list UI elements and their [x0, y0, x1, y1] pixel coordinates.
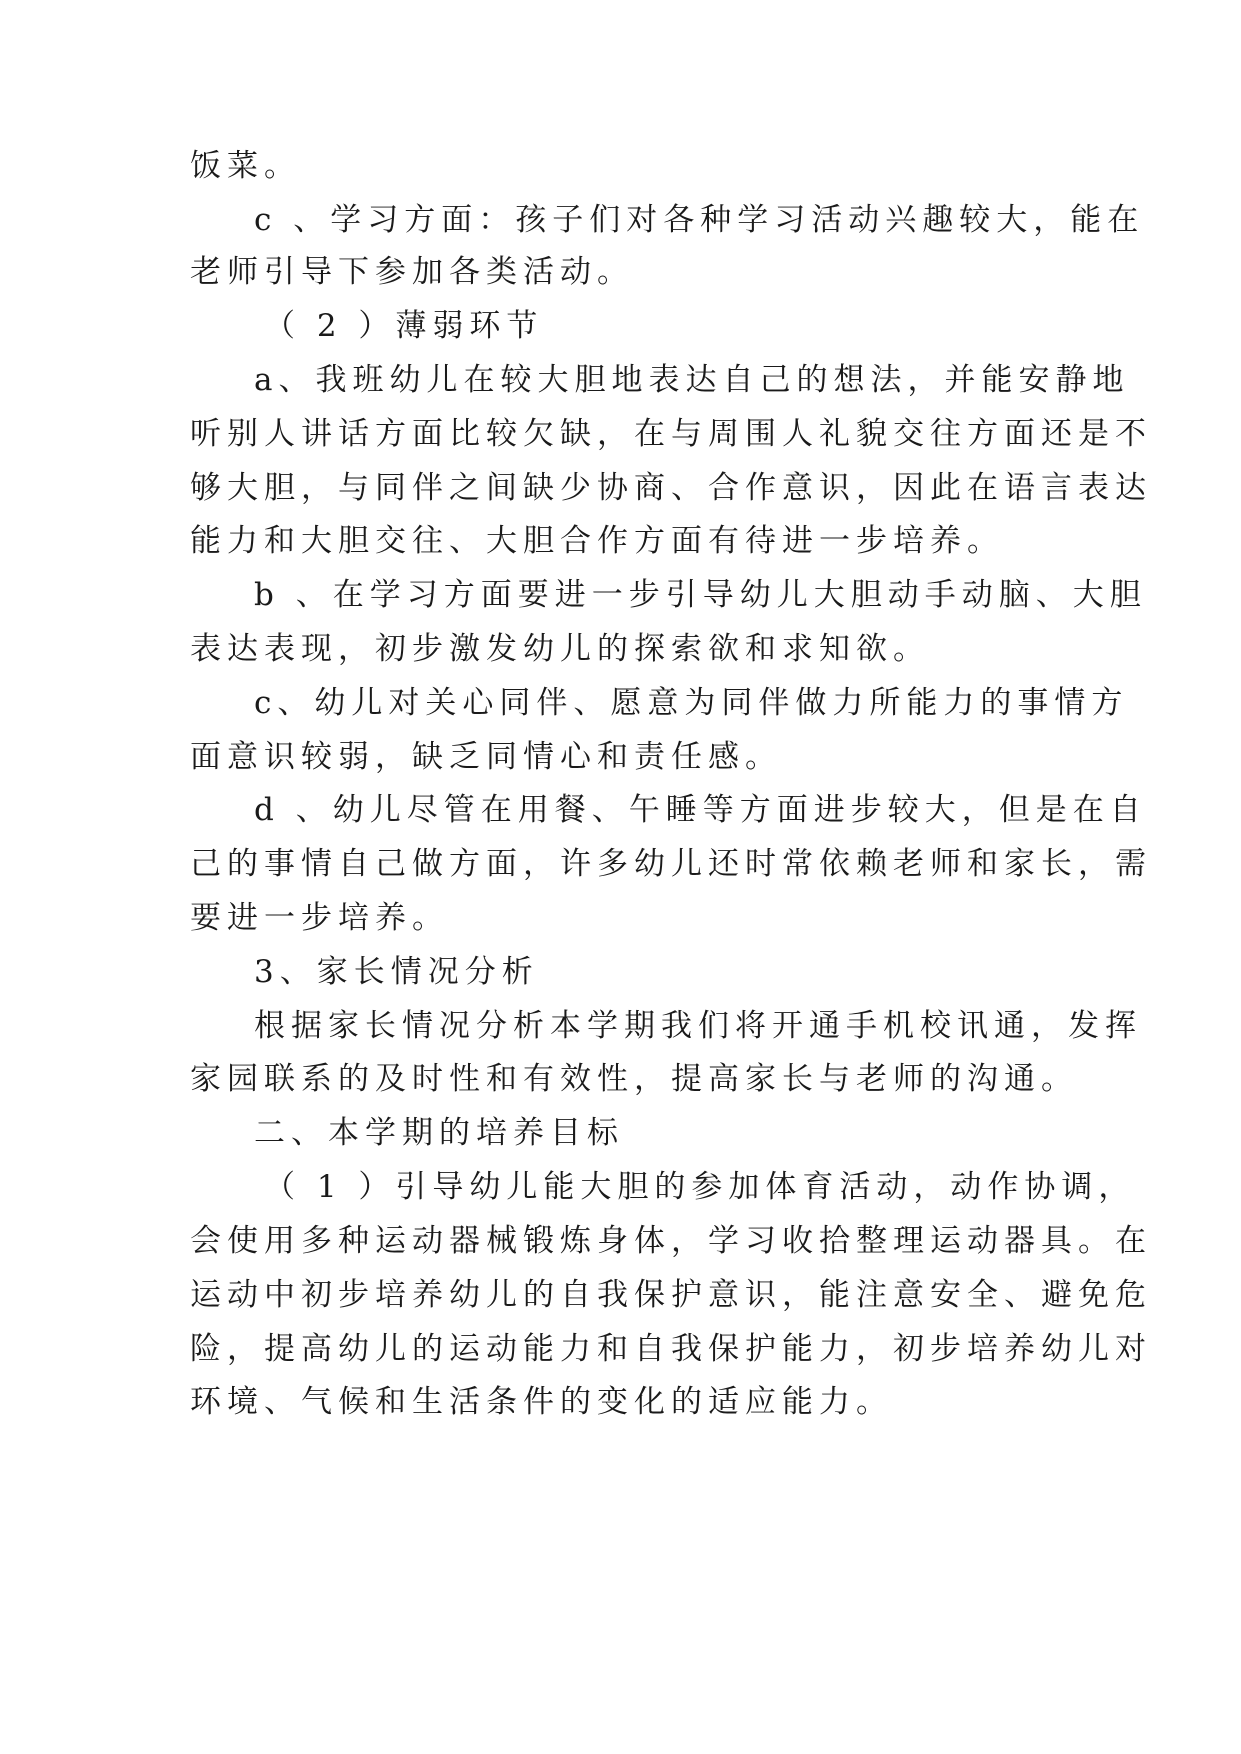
- text-line: d 、幼儿尽管在用餐、午睡等方面进步较大，但是在自: [254, 792, 1147, 828]
- text-line: 运动中初步培养幼儿的自我保护意识，能注意安全、避免危: [190, 1277, 1152, 1313]
- text-line: 环境、气候和生活条件的变化的适应能力。: [190, 1384, 893, 1420]
- text-line: 听别人讲话方面比较欠缺，在与周围人礼貌交往方面还是不: [190, 416, 1152, 452]
- text-line: 家园联系的及时性和有效性，提高家长与老师的沟通。: [190, 1061, 1078, 1097]
- section-heading: （ 2 ）薄弱环节: [264, 308, 544, 344]
- text-line: 险，提高幼儿的运动能力和自我保护能力，初步培养幼儿对: [190, 1331, 1152, 1367]
- text-line: 饭菜。: [190, 148, 301, 184]
- text-line: 表达表现，初步激发幼儿的探索欲和求知欲。: [190, 631, 930, 667]
- text-line: a、我班幼儿在较大胆地表达自己的想法，并能安静地: [254, 362, 1130, 398]
- text-line: 根据家长情况分析本学期我们将开通手机校讯通，发挥: [254, 1008, 1142, 1044]
- text-line: c 、学习方面：孩子们对各种学习活动兴趣较大，能在: [254, 202, 1145, 238]
- section-heading: 二、本学期的培养目标: [254, 1115, 624, 1151]
- text-line: c、幼儿对关心同伴、愿意为同伴做力所能力的事情方: [254, 685, 1129, 721]
- text-line: 老师引导下参加各类活动。: [190, 254, 634, 290]
- text-line: 面意识较弱，缺乏同情心和责任感。: [190, 739, 782, 775]
- text-line: 己的事情自己做方面，许多幼儿还时常依赖老师和家长，需: [190, 846, 1152, 882]
- text-line: 能力和大胆交往、大胆合作方面有待进一步培养。: [190, 523, 1004, 559]
- text-line: b 、在学习方面要进一步引导幼儿大胆动手动脑、大胆: [254, 577, 1147, 613]
- text-line: 要进一步培养。: [190, 900, 449, 936]
- text-line: 够大胆，与同伴之间缺少协商、合作意识，因此在语言表达: [190, 470, 1152, 506]
- section-heading: 3、家长情况分析: [254, 954, 539, 990]
- text-line: （ 1 ）引导幼儿能大胆的参加体育活动，动作协调，: [264, 1169, 1136, 1205]
- text-line: 会使用多种运动器械锻炼身体，学习收拾整理运动器具。在: [190, 1223, 1152, 1259]
